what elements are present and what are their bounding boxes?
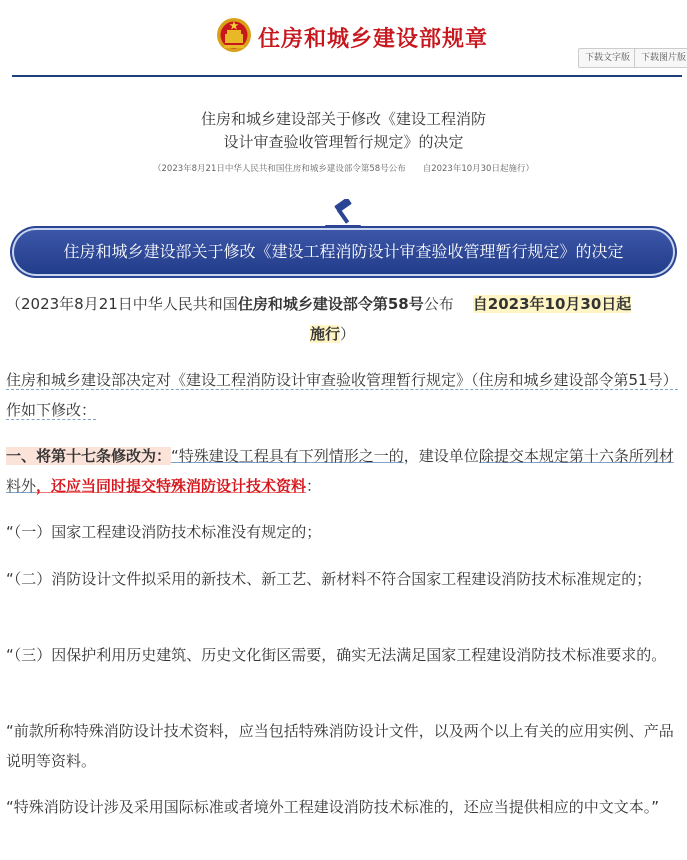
amendment-text-1: “特殊建设工程具有下列情形之一的 <box>171 447 404 465</box>
clause-item: “特殊消防设计涉及采用国际标准或者境外工程建设消防技术标准的，还应当提供相应的中文文本。” <box>6 798 660 816</box>
document-subtitle: （2023年8月21日中华人民共和国住房和城乡建设部令第58号公布 自2023年10月30日起施行） <box>153 164 534 174</box>
intro-paragraph <box>6 365 682 425</box>
clause-item: “（一）国家工程建设消防技术标准没有规定的； <box>6 523 322 541</box>
document-heading <box>0 108 687 176</box>
national-emblem-icon <box>216 16 252 54</box>
site-title: 住房和城乡建设部规章 <box>258 27 489 52</box>
amendment-text-4: ，还应当同时提交特殊消防设计技术资料 <box>36 477 307 495</box>
intro-text: 住房和城乡建设部决定对《建设工程消防设计审查验收管理暂行规定》（住房和城乡建设部令第51号）作如下修改： <box>6 371 678 419</box>
promulgation-published: 公布 <box>423 295 454 313</box>
decision-title-banner: 住房和城乡建设部关于修改《建设工程消防设计审查验收管理暂行规定》的决定 <box>14 230 673 274</box>
page-header <box>0 0 687 78</box>
promulgation-order: 住房和城乡建设部令第58号 <box>237 295 424 313</box>
effective-date-part2: 施行 <box>310 325 341 343</box>
amendment-paragraph <box>6 441 682 501</box>
clause-item: “（二）消防设计文件拟采用的新技术、新工艺、新材料不符合国家工程建设消防技术标准规定的； <box>6 570 652 588</box>
clause-item: “前款所称特殊消防设计技术资料，应当包括特殊消防设计文件，以及两个以上有关的应用实例、产品说明等资料。 <box>6 722 674 770</box>
amendment-text-5: ： <box>306 477 322 495</box>
download-image-button[interactable]: 下载图片版 <box>634 48 687 68</box>
document-title-line2: 设计审查验收管理暂行规定》的决定 <box>223 133 464 151</box>
amendment-text-3: 除提交本规定第十六条所列材料外 <box>6 447 674 495</box>
amendment-text-2: ，建设单位 <box>403 447 479 465</box>
promulgation-note <box>6 289 682 349</box>
gavel-icon <box>321 199 365 231</box>
amendment-label: 一、将第十七条修改为： <box>6 447 172 465</box>
download-text-button[interactable]: 下载文字版 <box>578 48 637 68</box>
effective-date-part1: 自2023年10月30日起 <box>472 295 632 313</box>
clause-item: “（三）因保护利用历史建筑、历史文化街区需要，确实无法满足国家工程建设消防技术标准要求的。 <box>6 646 667 664</box>
promulgation-open: （2023年8月21日中华人民共和国 <box>6 295 238 313</box>
promulgation-close: ） <box>340 325 356 343</box>
header-divider <box>12 75 682 77</box>
document-title-line1: 住房和城乡建设部关于修改《建设工程消防 <box>200 110 486 128</box>
